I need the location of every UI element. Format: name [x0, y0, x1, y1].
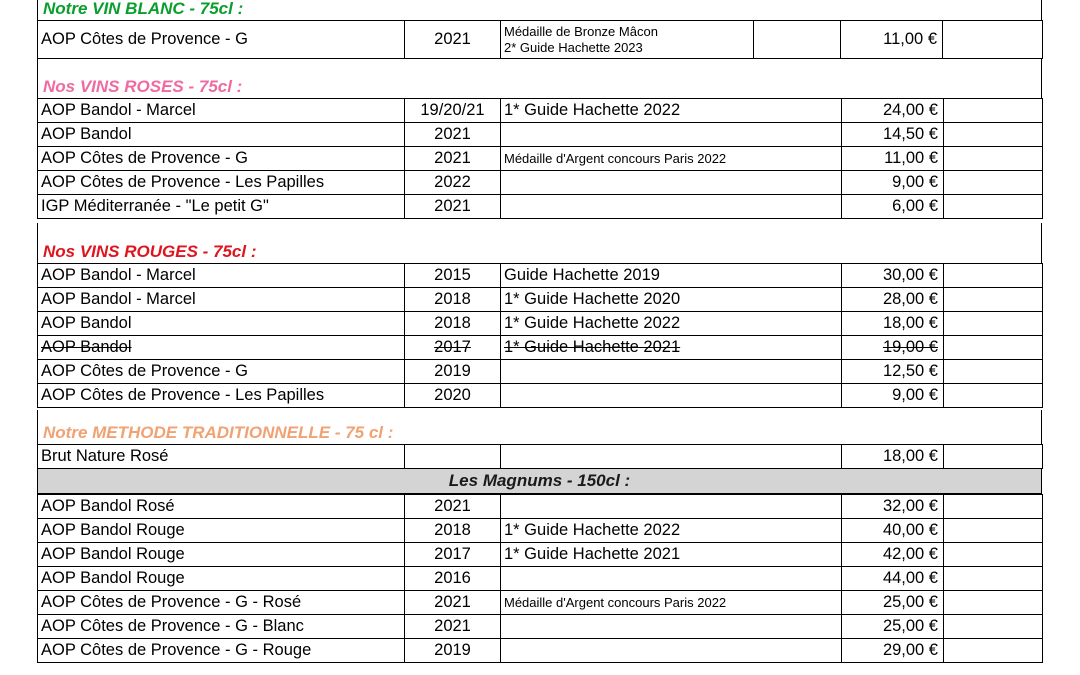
wine-year: 2017: [405, 543, 501, 567]
wine-price: 14,50 €: [842, 123, 944, 147]
wine-name: AOP Côtes de Provence - G: [38, 147, 405, 171]
empty-cell: [754, 21, 841, 59]
empty-cell: [944, 312, 1043, 336]
wine-year: 2021: [405, 147, 501, 171]
table-row: [38, 445, 1043, 469]
empty-cell: [944, 519, 1043, 543]
wine-price: 40,00 €: [842, 519, 944, 543]
wine-award: Guide Hachette 2019: [501, 264, 842, 288]
empty-cell: [944, 123, 1043, 147]
wine-year: 2018: [405, 288, 501, 312]
wine-award: [501, 384, 842, 408]
award-line-2: 2* Guide Hachette 2023: [504, 40, 643, 55]
table-row: [38, 567, 1043, 591]
empty-cell: [944, 384, 1043, 408]
wine-year: 2016: [405, 567, 501, 591]
empty-cell: [944, 264, 1043, 288]
wine-name: AOP Côtes de Provence - Les Papilles: [38, 171, 405, 195]
table-row-discontinued: [38, 336, 1043, 360]
wine-name: AOP Côtes de Provence - G - Rosé: [38, 591, 405, 615]
wine-price: 42,00 €: [842, 543, 944, 567]
wine-price: 25,00 €: [842, 591, 944, 615]
wine-award: [501, 123, 842, 147]
wine-award: [501, 615, 842, 639]
empty-cell: [944, 543, 1043, 567]
empty-cell: [944, 288, 1043, 312]
wine-name: AOP Côtes de Provence - G - Rouge: [38, 639, 405, 663]
wine-price: 29,00 €: [842, 639, 944, 663]
empty-cell: [944, 567, 1043, 591]
wine-name: AOP Bandol - Marcel: [38, 264, 405, 288]
wine-award: [501, 495, 842, 519]
wine-name: AOP Bandol Rouge: [38, 519, 405, 543]
wine-year: 2019: [405, 360, 501, 384]
wine-price: 9,00 €: [842, 384, 944, 408]
wine-name: AOP Côtes de Provence - Les Papilles: [38, 384, 405, 408]
wine-price: 24,00 €: [842, 99, 944, 123]
table-row: [38, 288, 1043, 312]
wine-award: 1* Guide Hachette 2022: [501, 519, 842, 543]
wine-price: 18,00 €: [842, 445, 944, 469]
wine-year: 2021: [405, 591, 501, 615]
wine-year: 19/20/21: [405, 99, 501, 123]
table-row: [38, 171, 1043, 195]
table-row: [38, 123, 1043, 147]
wine-price: 11,00 €: [841, 21, 943, 59]
wine-year: 2018: [405, 312, 501, 336]
table-row: [38, 615, 1043, 639]
empty-cell: [944, 360, 1043, 384]
wine-name: AOP Bandol Rouge: [38, 543, 405, 567]
section-title-rouges: Nos VINS ROUGES - 75cl :: [37, 223, 1042, 263]
wine-award: 1* Guide Hachette 2022: [501, 312, 842, 336]
empty-cell: [943, 21, 1043, 59]
wine-year: 2022: [405, 171, 501, 195]
wine-award: Médaille d'Argent concours Paris 2022: [501, 147, 842, 171]
wine-name: AOP Côtes de Provence - G: [38, 360, 405, 384]
wine-price: 9,00 €: [842, 171, 944, 195]
table-roses: [37, 98, 1043, 219]
wine-name: AOP Bandol: [38, 312, 405, 336]
empty-cell: [944, 445, 1043, 469]
wine-name: AOP Bandol: [38, 336, 405, 360]
wine-year: 2021: [405, 615, 501, 639]
wine-price: 28,00 €: [842, 288, 944, 312]
wine-award: [501, 195, 842, 219]
empty-cell: [944, 171, 1043, 195]
empty-cell: [944, 147, 1043, 171]
wine-award: Médaille d'Argent concours Paris 2022: [501, 591, 842, 615]
wine-price: 6,00 €: [842, 195, 944, 219]
empty-cell: [944, 336, 1043, 360]
table-row: [38, 312, 1043, 336]
wine-price: 25,00 €: [842, 615, 944, 639]
wine-price: 19,00 €: [842, 336, 944, 360]
empty-cell: [944, 195, 1043, 219]
wine-name: AOP Côtes de Provence - G - Blanc: [38, 615, 405, 639]
table-row: [38, 495, 1043, 519]
wine-year: [405, 445, 501, 469]
wine-price: 18,00 €: [842, 312, 944, 336]
wine-name: Brut Nature Rosé: [38, 445, 405, 469]
table-row: [38, 360, 1043, 384]
wine-award: [501, 445, 842, 469]
wine-award: 1* Guide Hachette 2022: [501, 99, 842, 123]
wine-award: 1* Guide Hachette 2021: [501, 336, 842, 360]
wine-award: [501, 639, 842, 663]
wine-year: 2021: [405, 195, 501, 219]
wine-name: AOP Bandol Rouge: [38, 567, 405, 591]
wine-price: 12,50 €: [842, 360, 944, 384]
wine-name: AOP Côtes de Provence - G: [38, 21, 405, 59]
wine-award: 1* Guide Hachette 2021: [501, 543, 842, 567]
wine-name: AOP Bandol - Marcel: [38, 288, 405, 312]
table-row: [38, 195, 1043, 219]
wine-price: 32,00 €: [842, 495, 944, 519]
wine-price: 30,00 €: [842, 264, 944, 288]
empty-cell: [944, 615, 1043, 639]
wine-year: 2015: [405, 264, 501, 288]
wine-name: IGP Méditerranée - "Le petit G": [38, 195, 405, 219]
wine-year: 2020: [405, 384, 501, 408]
wine-year: 2021: [405, 123, 501, 147]
wine-year: 2021: [405, 495, 501, 519]
table-row: [38, 543, 1043, 567]
wine-price: 11,00 €: [842, 147, 944, 171]
empty-cell: [944, 99, 1043, 123]
table-row: [38, 639, 1043, 663]
wine-name: AOP Bandol: [38, 123, 405, 147]
wine-award: [501, 21, 754, 59]
award-line-1: Médaille de Bronze Mâcon: [504, 23, 658, 39]
wine-name: AOP Bandol Rosé: [38, 495, 405, 519]
wine-award: 1* Guide Hachette 2020: [501, 288, 842, 312]
section-title-roses: Nos VINS ROSES - 75cl :: [37, 58, 1042, 98]
section-title-blanc: Notre VIN BLANC - 75cl :: [37, 0, 1042, 20]
empty-cell: [944, 639, 1043, 663]
wine-award: [501, 171, 842, 195]
empty-cell: [944, 591, 1043, 615]
wine-award: [501, 567, 842, 591]
table-row: [38, 591, 1043, 615]
empty-cell: [944, 495, 1043, 519]
table-row: [38, 147, 1043, 171]
table-row: [38, 519, 1043, 543]
wine-award: [501, 360, 842, 384]
section-title-methode: Notre METHODE TRADITIONNELLE - 75 cl :: [37, 410, 1042, 444]
wine-year: 2019: [405, 639, 501, 663]
table-row: [38, 99, 1043, 123]
section-title-magnums: Les Magnums - 150cl :: [37, 469, 1042, 494]
wine-price: 44,00 €: [842, 567, 944, 591]
table-row: [38, 384, 1043, 408]
table-magnums: [37, 494, 1043, 663]
price-list-sheet: [37, 0, 1042, 675]
table-row: [38, 264, 1043, 288]
table-rouges: [37, 263, 1043, 408]
table-blanc: [37, 20, 1043, 59]
wine-year: 2018: [405, 519, 501, 543]
wine-year: 2017: [405, 336, 501, 360]
wine-year: 2021: [405, 21, 501, 59]
table-row: [38, 21, 1043, 59]
rows-roses: [38, 99, 1043, 219]
table-methode: [37, 444, 1043, 469]
wine-name: AOP Bandol - Marcel: [38, 99, 405, 123]
